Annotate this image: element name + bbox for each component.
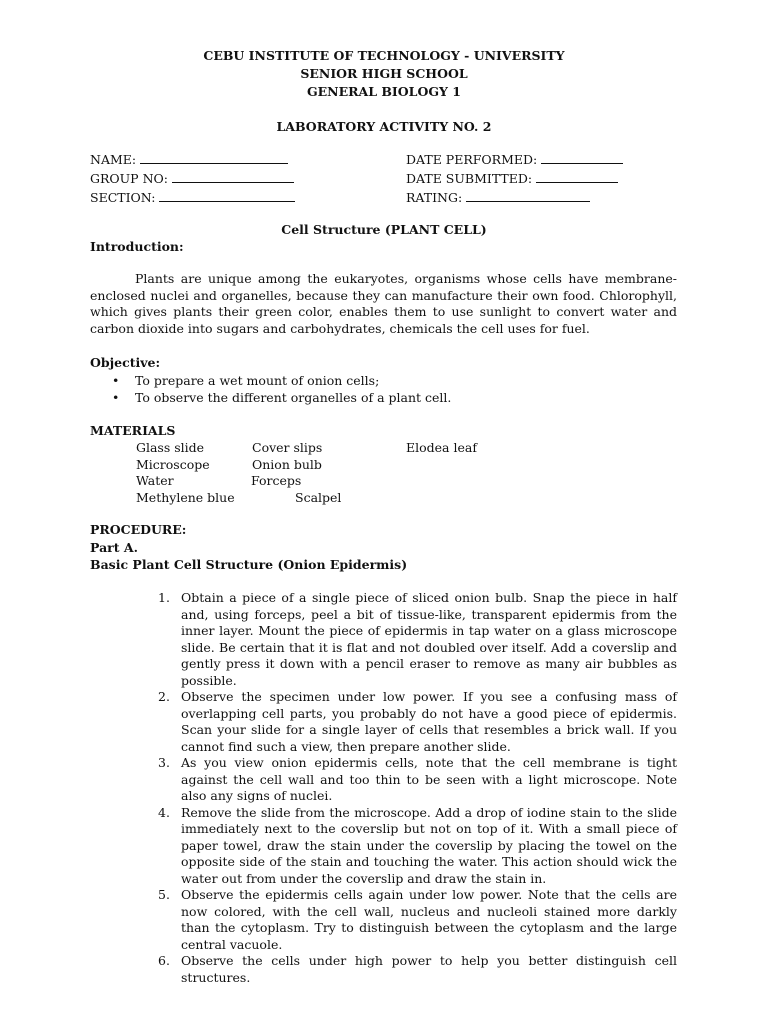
step-number: 2. [158,689,170,704]
material-item: Methylene blue [136,490,235,505]
material-item: Forceps [251,473,302,488]
list-item: • To prepare a wet mount of onion cells; [112,373,380,388]
group-field [90,171,294,188]
introduction-text: Plants are unique among the eukaryotes, organisms whose cells have membrane-enclosed nuclei and organelles, because they can manufacture their own food. Chlorophyll, which gives plants their green color, enables them to use sunlight to convert water and carbon dioxide into sugars and carbohydrates, chemicals the cell uses for fuel. [90,271,677,336]
introduction-heading: Introduction: [90,239,184,254]
material-item: Scalpel [295,490,342,505]
group-blank[interactable] [172,171,294,183]
bullet-icon: • [112,373,120,388]
name-label: NAME: [90,152,137,167]
objective-list [90,373,451,406]
part-label: Part A. [90,540,138,555]
list-item [152,953,677,986]
date-performed-label: DATE PERFORMED: [406,152,538,167]
school-title: SENIOR HIGH SCHOOL [300,66,468,81]
step-text: Remove the slide from the microscope. Add a drop of iodine stain to the slide immediately next to the coverslip but not on top of it. With a small piece of paper towel, draw the stain under the coverslip by placing the towel on the opposite side of the stain and touching the water. This action should wick the water out from under the coverslip and draw the stain in. [181,804,677,886]
section-blank[interactable] [159,190,295,202]
date-submitted-label: DATE SUBMITTED: [406,171,533,186]
rating-label: RATING: [406,190,463,205]
step-number: 6. [158,953,170,968]
step-number: 4. [158,804,170,820]
material-item: Cover slips [252,440,323,455]
list-item [152,887,677,953]
list-item [152,590,677,689]
section-label: SECTION: [90,190,156,205]
step-text: Observe the specimen under low power. If you see a confusing mass of overlapping cell parts, you probably do not have a good piece of epidermis. Scan your slide for a single layer of cells that resembles a brick wall. If you cannot find such a view, then prepare another slide. [181,689,677,754]
section-field [90,190,295,207]
bullet-icon: • [112,389,120,405]
material-item: Elodea leaf [406,440,477,455]
step-number: 1. [158,590,170,605]
date-submitted-blank[interactable] [536,171,618,183]
step-text: As you view onion epidermis cells, note that the cell membrane is tight against the cell wall and too thin to be seen with a light microscope. Note also any signs of nuclei. [181,755,677,803]
part-title: Basic Plant Cell Structure (Onion Epidermis) [90,557,408,572]
step-text: Obtain a piece of a single piece of sliced onion bulb. Snap the piece in half and, using forceps, peel a bit of tissue-like, transparent epidermis from the inner layer. Mount the piece of epidermis in tap water on a glass microscope slide. Be certain that it is flat and not doubled over itself. Add a coverslip and gently press it down with a pencil eraser to remove as many air bubbles as possible. [181,590,677,688]
introduction-paragraph [90,271,677,337]
list-item [152,755,677,805]
date-submitted-field [406,171,618,188]
material-item: Onion bulb [252,457,322,472]
procedure-heading: PROCEDURE: [90,522,187,537]
material-item: Microscope [136,457,210,472]
list-item [152,805,677,888]
materials-heading: MATERIALS [90,423,176,438]
step-text: Observe the epidermis cells again under low power. Note that the cells are now colored, with the cell wall, nucleus and nucleoli stained more darkly than the cytoplasm. Try to distinguish between the cytoplasm and the large central vacuole. [181,887,677,952]
material-item: Water [136,473,174,488]
name-blank[interactable] [140,152,288,164]
list-item: • To observe the different organelles of a plant cell. [112,389,452,405]
list-item [152,689,677,755]
procedure-steps [152,590,677,986]
step-number: 5. [158,887,170,902]
objective-heading: Objective: [90,355,161,370]
material-item: Glass slide [136,440,205,455]
activity-topic-title: Cell Structure (PLANT CELL) [281,222,487,237]
date-performed-field [406,152,623,169]
date-performed-blank[interactable] [541,152,623,164]
name-field [90,152,288,169]
activity-title: LABORATORY ACTIVITY NO. 2 [276,119,492,134]
rating-field [406,190,590,207]
rating-blank[interactable] [466,190,590,202]
subject-title: GENERAL BIOLOGY 1 [306,84,461,99]
step-number: 3. [158,755,170,770]
step-text: Observe the cells under high power to help you better distinguish cell structures. [181,953,677,985]
institution-title: CEBU INSTITUTE OF TECHNOLOGY - UNIVERSITY [203,48,565,63]
group-label: GROUP NO: [90,171,168,186]
